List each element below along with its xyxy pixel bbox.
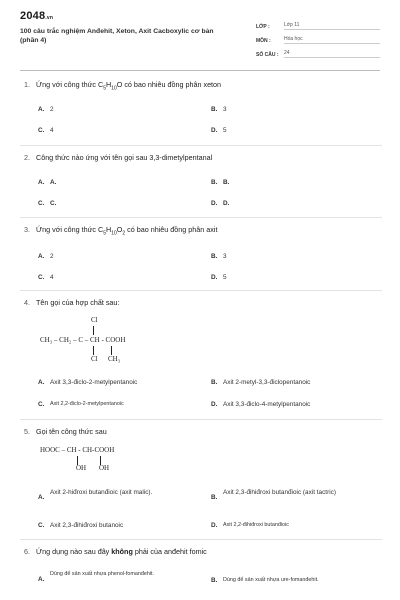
question-text: Gọi tên công thức sau <box>36 427 107 436</box>
option-text: 3 <box>223 106 227 113</box>
structural-formula <box>40 316 170 368</box>
option-letter: A. <box>38 106 45 113</box>
question-divider <box>20 290 382 291</box>
option-letter: B. <box>211 494 218 501</box>
logo-suffix: .vn <box>45 15 54 21</box>
option-d[interactable] <box>211 521 289 530</box>
question-3 <box>0 225 400 238</box>
formula-bottom-right: OH <box>99 464 110 472</box>
meta-value: Hóa học <box>284 36 380 44</box>
option-a[interactable] <box>38 570 178 584</box>
question-1 <box>0 80 400 93</box>
option-letter: B. <box>211 577 218 584</box>
option-b[interactable] <box>211 488 371 502</box>
option-text: Axit 2,3-đihiđroxi butanoic <box>50 522 124 529</box>
option-text: Axit 2,2-đihiđroxi butanđioic <box>223 522 289 528</box>
option-letter: C. <box>38 522 45 529</box>
meta-key: LỚP : <box>256 24 270 30</box>
formula-bond <box>111 346 112 355</box>
option-letter: A. <box>38 379 45 386</box>
question-text: Ứng dụng nào sau đây không phải của anđehit fomic <box>36 547 207 556</box>
option-a[interactable] <box>38 378 137 387</box>
option-c[interactable] <box>38 273 54 282</box>
question-divider <box>20 145 382 146</box>
meta-key: SỐ CÂU : <box>256 52 279 58</box>
question-divider <box>20 539 382 540</box>
option-text: Dùng để sản xuất nhựa phenol-fomanđehit. <box>50 571 155 577</box>
formula-bottom-left: OH <box>76 464 87 472</box>
question-2 <box>0 153 400 163</box>
option-letter: A. <box>38 576 45 583</box>
question-5 <box>0 427 400 437</box>
formula-top: Cl <box>91 316 98 324</box>
formula-bond <box>93 326 94 335</box>
meta-row-subject <box>256 30 380 44</box>
structural-formula <box>40 446 170 480</box>
option-text: Axit 2,3-đihiđroxi butanđioic (axit tactric) <box>223 489 336 496</box>
question-number: 5. <box>24 427 30 436</box>
question-number: 3. <box>24 225 30 234</box>
option-text: 3 <box>223 253 227 260</box>
option-text: Axit 2,2-điclo-2-metylpentanoic <box>50 401 124 407</box>
option-b[interactable] <box>211 576 319 585</box>
question-text: Ứng với công thức $C_5H_{10}O$ có bao nhiêu đồng phân xeton <box>36 80 222 92</box>
question-divider <box>20 217 382 218</box>
option-text: Axit 3,3-điclo-4-metylpentanoic <box>223 401 311 408</box>
option-letter: A. <box>38 253 45 260</box>
option-d[interactable] <box>211 126 227 135</box>
meta-key: MÔN : <box>256 38 271 44</box>
question-text: Ứng với công thức $C_5H_{10}O_2$ có bao nhiêu đồng phân axit <box>36 225 218 237</box>
option-letter: B. <box>211 106 218 113</box>
option-b[interactable] <box>211 178 229 187</box>
worksheet-title: 100 câu trắc nghiệm Anđehit, Xeton, Axit Cacboxylic cơ bản (phần 4) <box>20 28 214 44</box>
option-b[interactable] <box>211 378 310 387</box>
option-letter: B. <box>211 253 218 260</box>
formula-bottom-left: Cl <box>91 355 98 363</box>
option-letter: C. <box>38 200 45 207</box>
option-text: 5 <box>223 127 227 134</box>
option-letter: D. <box>211 200 218 207</box>
formula-main: HOOC – CH - CH-COOH <box>40 446 115 454</box>
option-letter: C. <box>38 274 45 281</box>
option-letter: D. <box>211 401 218 408</box>
formula-bond <box>93 346 94 355</box>
option-c[interactable] <box>38 521 123 530</box>
option-c[interactable] <box>38 400 124 409</box>
question-6 <box>0 547 400 557</box>
option-text: Axit 2-hiđroxi butanđioic (axit malic). <box>50 489 153 496</box>
option-letter: D. <box>211 274 218 281</box>
worksheet-header <box>0 0 400 64</box>
option-text: 4 <box>50 274 54 281</box>
option-text: 2 <box>50 253 54 260</box>
option-text: 5 <box>223 274 227 281</box>
option-text: A. <box>50 179 57 186</box>
option-text: B. <box>223 179 230 186</box>
question-number: 1. <box>24 80 30 89</box>
question-number: 2. <box>24 153 30 162</box>
option-letter: A. <box>38 179 45 186</box>
option-letter: D. <box>211 127 218 134</box>
option-b[interactable] <box>211 105 227 114</box>
option-text: 4 <box>50 127 54 134</box>
option-letter: C. <box>38 127 45 134</box>
option-a[interactable] <box>38 178 56 187</box>
option-text: Dùng để sản xuất nhựa ure-fomanđehit. <box>223 577 319 583</box>
option-c[interactable] <box>38 126 54 135</box>
option-text: 2 <box>50 106 54 113</box>
option-letter: A. <box>38 494 45 501</box>
question-number: 4. <box>24 298 30 307</box>
option-letter: D. <box>211 522 218 529</box>
meta-row-count <box>256 44 380 58</box>
question-text: Tên gọi của hợp chất sau: <box>36 298 120 307</box>
option-c[interactable] <box>38 199 56 208</box>
worksheet-meta <box>256 16 380 58</box>
option-a[interactable] <box>38 488 178 502</box>
option-a[interactable] <box>38 252 54 261</box>
header-divider <box>20 70 380 71</box>
option-a[interactable] <box>38 105 54 114</box>
option-d[interactable] <box>211 273 227 282</box>
option-letter: B. <box>211 379 218 386</box>
option-letter: B. <box>211 179 218 186</box>
option-text: D. <box>223 200 230 207</box>
logo-text: 2048 <box>20 10 46 22</box>
question-number: 6. <box>24 547 30 556</box>
option-d[interactable] <box>211 400 310 409</box>
option-d[interactable] <box>211 199 229 208</box>
formula-bottom-right: CH₃ <box>108 355 121 363</box>
question-divider <box>20 419 382 420</box>
formula-main: CH₃ – CH₂ – C – CH - COOH <box>40 336 126 344</box>
option-letter: C. <box>38 401 45 408</box>
option-b[interactable] <box>211 252 227 261</box>
option-text: Axit 3,3-điclo-2-metylpentanoic <box>50 379 138 386</box>
option-text: Axit 2-metyl-3,3-điclopentanoic <box>223 379 311 386</box>
option-text: C. <box>50 200 57 207</box>
meta-value: 24 <box>284 50 380 58</box>
question-4 <box>0 298 400 308</box>
meta-value: Lớp 11 <box>284 22 380 30</box>
question-text: Công thức nào ứng với tên gọi sau 3,3-dimetylpentanal <box>36 153 213 162</box>
meta-row-class <box>256 16 380 30</box>
